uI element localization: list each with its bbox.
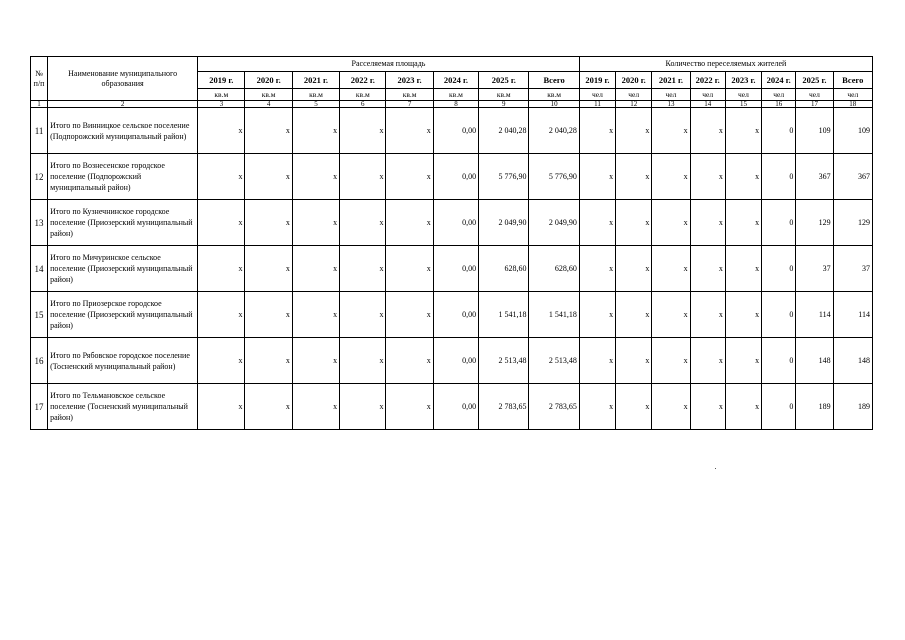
area-cell: 0,00 <box>433 246 478 292</box>
table-row <box>31 384 873 430</box>
header-area-unit: кв.м <box>433 89 478 101</box>
header-people-year: 2020 г. <box>616 72 652 89</box>
area-cell: x <box>340 292 386 338</box>
header-column-number: 16 <box>762 101 796 108</box>
header-group-row <box>31 57 873 72</box>
header-people-year: 2019 г. <box>579 72 615 89</box>
row-number: 15 <box>31 292 48 338</box>
row-number: 13 <box>31 200 48 246</box>
area-cell: x <box>386 338 433 384</box>
row-name: Итого по Кузнечнинское городское поселение (Приозерский муниципальный район) <box>48 200 198 246</box>
area-cell: x <box>340 338 386 384</box>
people-cell: x <box>725 108 761 154</box>
people-cell: 367 <box>833 154 872 200</box>
area-cell: x <box>292 154 339 200</box>
header-column-number: 14 <box>690 101 725 108</box>
header-area-year: 2019 г. <box>198 72 245 89</box>
people-cell: x <box>725 200 761 246</box>
people-cell: 148 <box>796 338 833 384</box>
header-area-unit: кв.м <box>340 89 386 101</box>
area-cell: x <box>245 108 292 154</box>
header-column-number: 1 <box>31 101 48 108</box>
people-cell: x <box>616 246 652 292</box>
header-column-number: 12 <box>616 101 652 108</box>
header-area-unit: кв.м <box>479 89 529 101</box>
area-cell: x <box>386 246 433 292</box>
people-cell: x <box>652 108 690 154</box>
area-cell: 1 541,18 <box>529 292 579 338</box>
row-number: 11 <box>31 108 48 154</box>
header-people-year: 2021 г. <box>652 72 690 89</box>
area-cell: x <box>386 292 433 338</box>
people-cell: x <box>725 292 761 338</box>
people-cell: 109 <box>796 108 833 154</box>
header-column-number: 10 <box>529 101 579 108</box>
resettlement-table <box>30 56 873 430</box>
header-column-number: 15 <box>725 101 761 108</box>
area-cell: x <box>386 154 433 200</box>
area-cell: 2 513,48 <box>529 338 579 384</box>
area-cell: 2 049,90 <box>529 200 579 246</box>
area-cell: x <box>245 200 292 246</box>
row-name: Итого по Вознесенское городское поселение (Подпорожский муниципальный район) <box>48 154 198 200</box>
people-cell: 129 <box>833 200 872 246</box>
header-people-year: 2023 г. <box>725 72 761 89</box>
header-area-year: 2021 г. <box>292 72 339 89</box>
header-people-year: 2025 г. <box>796 72 833 89</box>
people-cell: 0 <box>762 384 796 430</box>
row-number: 16 <box>31 338 48 384</box>
header-area-unit: кв.м <box>198 89 245 101</box>
people-cell: 109 <box>833 108 872 154</box>
people-cell: 0 <box>762 246 796 292</box>
header-people-group: Количество переселяемых жителей <box>579 57 872 72</box>
table-row <box>31 338 873 384</box>
table-row <box>31 292 873 338</box>
area-cell: x <box>340 246 386 292</box>
area-cell: x <box>198 338 245 384</box>
header-column-number: 4 <box>245 101 292 108</box>
people-cell: x <box>579 246 615 292</box>
row-name: Итого по Мичуринское сельское поселение (Приозерский муниципальный район) <box>48 246 198 292</box>
header-column-number: 2 <box>48 101 198 108</box>
people-cell: x <box>616 108 652 154</box>
people-cell: x <box>652 384 690 430</box>
people-cell: 0 <box>762 154 796 200</box>
people-cell: x <box>690 338 725 384</box>
people-cell: x <box>652 200 690 246</box>
area-cell: x <box>198 154 245 200</box>
area-cell: 0,00 <box>433 384 478 430</box>
area-cell: x <box>198 292 245 338</box>
table-row <box>31 154 873 200</box>
header-area-year: 2020 г. <box>245 72 292 89</box>
area-cell: 2 513,48 <box>479 338 529 384</box>
people-cell: x <box>725 154 761 200</box>
people-cell: x <box>616 384 652 430</box>
area-cell: 0,00 <box>433 200 478 246</box>
area-cell: x <box>245 384 292 430</box>
people-cell: x <box>652 246 690 292</box>
header-area-unit: кв.м <box>292 89 339 101</box>
people-cell: x <box>690 154 725 200</box>
area-cell: 2 783,65 <box>529 384 579 430</box>
people-cell: 189 <box>796 384 833 430</box>
people-cell: 0 <box>762 338 796 384</box>
header-people-unit: чел <box>652 89 690 101</box>
table-row <box>31 246 873 292</box>
header-area-unit: кв.м <box>245 89 292 101</box>
header-area-unit: кв.м <box>386 89 433 101</box>
people-cell: x <box>579 154 615 200</box>
header-column-number: 11 <box>579 101 615 108</box>
header-column-number: 18 <box>833 101 872 108</box>
people-cell: 148 <box>833 338 872 384</box>
header-people-unit: чел <box>725 89 761 101</box>
header-column-numbers-row <box>31 101 873 108</box>
people-cell: 114 <box>796 292 833 338</box>
people-cell: x <box>690 292 725 338</box>
area-cell: x <box>386 108 433 154</box>
header-column-number: 13 <box>652 101 690 108</box>
people-cell: 189 <box>833 384 872 430</box>
people-cell: x <box>579 108 615 154</box>
area-cell: 628,60 <box>479 246 529 292</box>
people-cell: x <box>616 154 652 200</box>
people-cell: 0 <box>762 108 796 154</box>
people-cell: x <box>690 200 725 246</box>
people-cell: x <box>652 154 690 200</box>
people-cell: x <box>579 200 615 246</box>
header-area-year: 2022 г. <box>340 72 386 89</box>
header-num: № п/п <box>31 57 48 101</box>
people-cell: x <box>725 384 761 430</box>
area-cell: 5 776,90 <box>529 154 579 200</box>
area-cell: x <box>245 154 292 200</box>
header-area-year: 2023 г. <box>386 72 433 89</box>
people-cell: x <box>652 338 690 384</box>
header-people-unit: чел <box>796 89 833 101</box>
header-area-year: 2024 г. <box>433 72 478 89</box>
area-cell: x <box>340 200 386 246</box>
people-cell: x <box>579 384 615 430</box>
header-people-unit: чел <box>762 89 796 101</box>
header-column-number: 6 <box>340 101 386 108</box>
area-cell: x <box>292 108 339 154</box>
area-cell: x <box>245 246 292 292</box>
area-cell: x <box>245 292 292 338</box>
area-cell: x <box>386 200 433 246</box>
people-cell: 37 <box>796 246 833 292</box>
row-number: 12 <box>31 154 48 200</box>
people-cell: x <box>616 200 652 246</box>
table-row <box>31 200 873 246</box>
area-cell: x <box>292 200 339 246</box>
row-name: Итого по Рябовское городское поселение (Тосненский муниципальный район) <box>48 338 198 384</box>
header-people-unit: чел <box>833 89 872 101</box>
people-cell: 0 <box>762 292 796 338</box>
area-cell: 2 049,90 <box>479 200 529 246</box>
header-area-unit: кв.м <box>529 89 579 101</box>
header-name: Наименование муниципального образования <box>48 57 198 101</box>
header-column-number: 3 <box>198 101 245 108</box>
header-column-number: 9 <box>479 101 529 108</box>
area-cell: 2 040,28 <box>479 108 529 154</box>
area-cell: x <box>340 384 386 430</box>
scan-dot <box>715 468 716 469</box>
people-cell: x <box>616 292 652 338</box>
header-area-group: Расселяемая площадь <box>198 57 580 72</box>
area-cell: 628,60 <box>529 246 579 292</box>
people-cell: x <box>725 246 761 292</box>
area-cell: x <box>198 200 245 246</box>
people-cell: x <box>725 338 761 384</box>
header-people-unit: чел <box>690 89 725 101</box>
people-cell: 367 <box>796 154 833 200</box>
area-cell: 0,00 <box>433 338 478 384</box>
area-cell: x <box>292 384 339 430</box>
area-cell: 1 541,18 <box>479 292 529 338</box>
people-cell: x <box>652 292 690 338</box>
people-cell: x <box>616 338 652 384</box>
people-cell: x <box>579 292 615 338</box>
area-cell: x <box>340 108 386 154</box>
header-people-year: 2024 г. <box>762 72 796 89</box>
people-cell: 37 <box>833 246 872 292</box>
header-area-year: 2025 г. <box>479 72 529 89</box>
area-cell: x <box>386 384 433 430</box>
people-cell: x <box>690 246 725 292</box>
people-cell: 114 <box>833 292 872 338</box>
area-cell: x <box>198 384 245 430</box>
area-cell: 2 783,65 <box>479 384 529 430</box>
header-column-number: 7 <box>386 101 433 108</box>
area-cell: x <box>198 246 245 292</box>
people-cell: x <box>579 338 615 384</box>
header-people-year: Всего <box>833 72 872 89</box>
area-cell: 0,00 <box>433 154 478 200</box>
area-cell: x <box>198 108 245 154</box>
people-cell: 129 <box>796 200 833 246</box>
people-cell: x <box>690 108 725 154</box>
people-cell: 0 <box>762 200 796 246</box>
area-cell: 0,00 <box>433 292 478 338</box>
area-cell: x <box>340 154 386 200</box>
header-people-unit: чел <box>579 89 615 101</box>
header-column-number: 5 <box>292 101 339 108</box>
header-people-year: 2022 г. <box>690 72 725 89</box>
area-cell: 0,00 <box>433 108 478 154</box>
row-name: Итого по Тельмановское сельское поселение (Тосненский муниципальный район) <box>48 384 198 430</box>
header-people-unit: чел <box>616 89 652 101</box>
header-column-number: 8 <box>433 101 478 108</box>
row-name: Итого по Приозерское городское поселение (Приозерский муниципальный район) <box>48 292 198 338</box>
table-row <box>31 108 873 154</box>
area-cell: x <box>292 292 339 338</box>
area-cell: 2 040,28 <box>529 108 579 154</box>
row-name: Итого по Винницкое сельское поселение (Подпорожский муниципальный район) <box>48 108 198 154</box>
area-cell: x <box>245 338 292 384</box>
header-column-number: 17 <box>796 101 833 108</box>
area-cell: 5 776,90 <box>479 154 529 200</box>
row-number: 17 <box>31 384 48 430</box>
row-number: 14 <box>31 246 48 292</box>
people-cell: x <box>690 384 725 430</box>
header-area-year: Всего <box>529 72 579 89</box>
area-cell: x <box>292 246 339 292</box>
area-cell: x <box>292 338 339 384</box>
